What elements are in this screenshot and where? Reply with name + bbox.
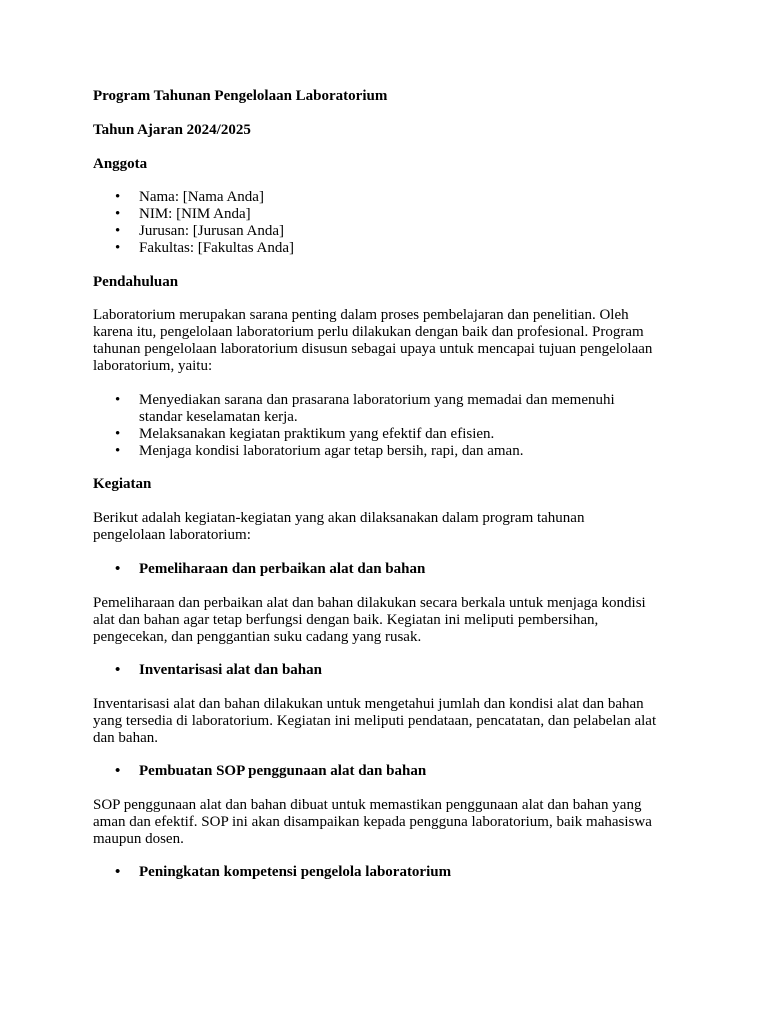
activity-2-heading-list bbox=[93, 662, 683, 679]
member-major: Jurusan: [Jurusan Anda] bbox=[139, 223, 284, 239]
paragraph-line: tahunan pengelolaan laboratorium disusun sebagai upaya untuk mencapai tujuan pengelolaan bbox=[93, 341, 653, 357]
activity-title: Peningkatan kompetensi pengelola laboratorium bbox=[139, 864, 452, 880]
bullet-icon: • bbox=[115, 864, 121, 880]
intro-paragraph bbox=[93, 307, 683, 375]
list-item bbox=[93, 392, 683, 426]
activity-3-description bbox=[93, 797, 683, 848]
activity-title: Inventarisasi alat dan bahan bbox=[139, 662, 322, 678]
activity-2-description bbox=[93, 696, 683, 747]
list-item bbox=[93, 662, 683, 679]
paragraph-line: yang tersedia di laboratorium. Kegiatan ini meliputi pendataan, pencatatan, dan pelabelan alat bbox=[93, 713, 657, 729]
paragraph-line: karena itu, pengelolaan laboratorium perlu dilakukan dengan baik dan profesional. Program bbox=[93, 324, 644, 340]
list-item bbox=[93, 426, 683, 443]
paragraph-line: SOP penggunaan alat dan bahan dibuat untuk memastikan penggunaan alat dan bahan yang bbox=[93, 797, 642, 813]
paragraph-line: maupun dosen. bbox=[93, 831, 184, 847]
paragraph-line: pengecekan, dan penggantian suku cadang yang rusak. bbox=[93, 629, 422, 645]
paragraph-line: pengelolaan laboratorium: bbox=[93, 527, 251, 543]
members-heading: Anggota bbox=[93, 156, 148, 172]
paragraph-line: laboratorium, yaitu: bbox=[93, 358, 213, 374]
academic-year: Tahun Ajaran 2024/2025 bbox=[93, 122, 251, 138]
bullet-icon: • bbox=[115, 392, 121, 408]
list-item bbox=[93, 240, 683, 257]
bullet-icon: • bbox=[115, 763, 121, 779]
paragraph-line: Berikut adalah kegiatan-kegiatan yang akan dilaksanakan dalam program tahunan bbox=[93, 510, 585, 526]
document-title: Program Tahunan Pengelolaan Laboratorium bbox=[93, 88, 388, 104]
list-item bbox=[93, 206, 683, 223]
intro-heading: Pendahuluan bbox=[93, 274, 179, 290]
member-faculty: Fakultas: [Fakultas Anda] bbox=[139, 240, 294, 256]
bullet-icon: • bbox=[115, 561, 121, 577]
goal-line: Menjaga kondisi laboratorium agar tetap bersih, rapi, dan aman. bbox=[139, 443, 524, 459]
list-item bbox=[93, 189, 683, 206]
list-item bbox=[93, 223, 683, 240]
member-name: Nama: [Nama Anda] bbox=[139, 189, 264, 205]
goal-line: Melaksanakan kegiatan praktikum yang efektif dan efisien. bbox=[139, 426, 495, 442]
activity-3-heading-list bbox=[93, 763, 683, 780]
members-list bbox=[93, 189, 683, 257]
list-item bbox=[93, 561, 683, 578]
list-item bbox=[93, 443, 683, 460]
list-item bbox=[93, 763, 683, 780]
paragraph-line: alat dan bahan agar tetap berfungsi dengan baik. Kegiatan ini meliputi pembersihan, bbox=[93, 612, 599, 628]
list-item bbox=[93, 864, 683, 881]
activity-title: Pemeliharaan dan perbaikan alat dan bahan bbox=[139, 561, 426, 577]
member-nim: NIM: [NIM Anda] bbox=[139, 206, 251, 222]
activity-4-heading-list bbox=[93, 864, 683, 881]
paragraph-line: dan bahan. bbox=[93, 730, 158, 746]
activity-title: Pembuatan SOP penggunaan alat dan bahan bbox=[139, 763, 427, 779]
activity-1-description bbox=[93, 595, 683, 646]
activity-1-heading-list bbox=[93, 561, 683, 578]
paragraph-line: aman dan efektif. SOP ini akan disampaikan kepada pengguna laboratorium, baik mahasiswa bbox=[93, 814, 652, 830]
bullet-icon: • bbox=[115, 662, 121, 678]
paragraph-line: Pemeliharaan dan perbaikan alat dan bahan dilakukan secara berkala untuk menjaga kondisi bbox=[93, 595, 646, 611]
paragraph-line: Inventarisasi alat dan bahan dilakukan untuk mengetahui jumlah dan kondisi alat dan bahan bbox=[93, 696, 644, 712]
bullet-icon: • bbox=[115, 426, 121, 442]
bullet-icon: • bbox=[115, 443, 121, 459]
goal-line: standar keselamatan kerja. bbox=[139, 409, 298, 425]
goals-list bbox=[93, 392, 683, 460]
paragraph-line: Laboratorium merupakan sarana penting dalam proses pembelajaran dan penelitian. Oleh bbox=[93, 307, 629, 323]
bullet-icon: • bbox=[115, 223, 121, 239]
activities-heading: Kegiatan bbox=[93, 476, 152, 492]
goal-line: Menyediakan sarana dan prasarana laboratorium yang memadai dan memenuhi bbox=[139, 392, 615, 408]
bullet-icon: • bbox=[115, 189, 121, 205]
bullet-icon: • bbox=[115, 240, 121, 256]
bullet-icon: • bbox=[115, 206, 121, 222]
activities-intro bbox=[93, 510, 683, 544]
